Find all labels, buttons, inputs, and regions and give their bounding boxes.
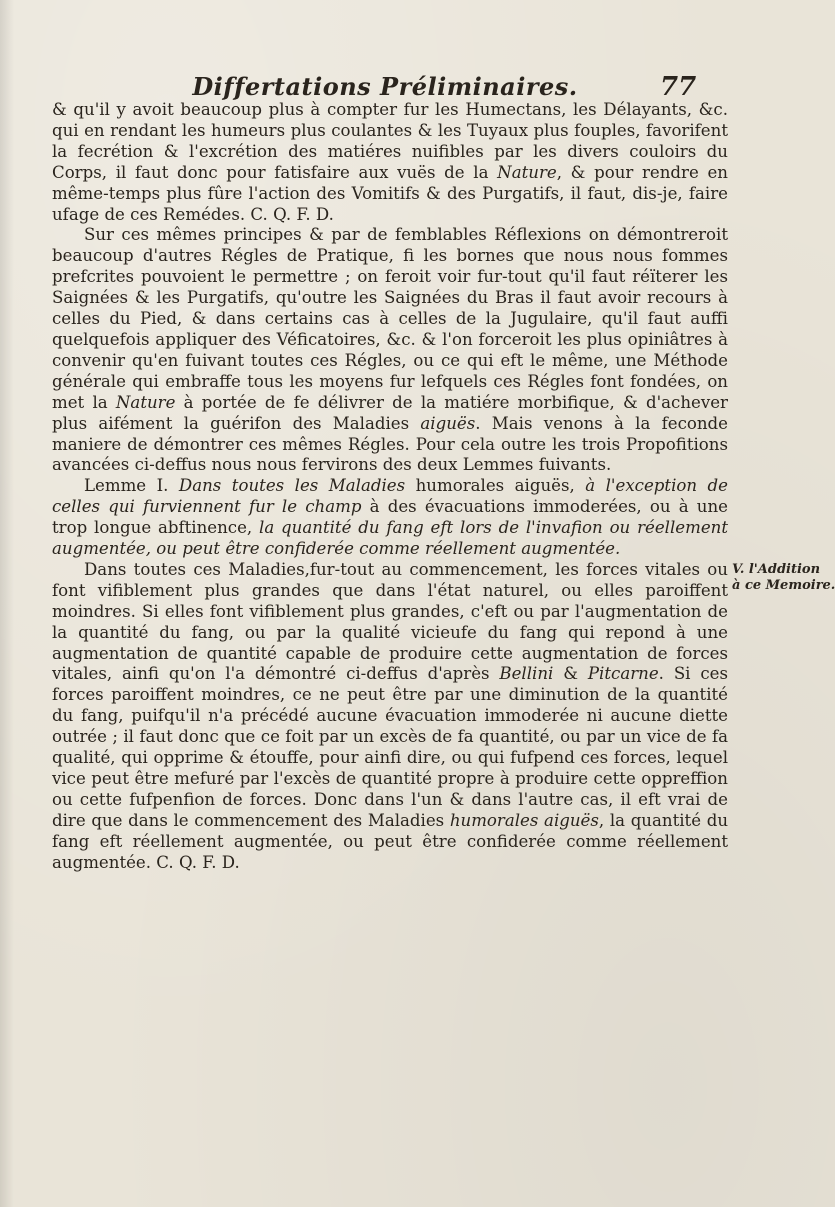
text-run: à portée de fe délivrer de la matiére morbifique, & d'achever plus aifément la guérifon des Maladies bbox=[52, 392, 728, 433]
italic-text-run: à l'exception de celles qui furviennent fur le champ bbox=[52, 476, 728, 517]
text-run: , la quantité du fang eft réellement augmentée, ou peut être confiderée comme réellement augmentée. C. Q. F. D. bbox=[52, 810, 729, 872]
margin-note-line: à ce Memoire. bbox=[732, 578, 835, 593]
italic-text-run: Pitcarne bbox=[587, 664, 659, 684]
text-run: & bbox=[553, 664, 588, 684]
italic-text-run: Nature bbox=[115, 392, 176, 412]
text-run: Lemme I. bbox=[84, 476, 179, 496]
italic-text-run: aiguës bbox=[420, 413, 476, 433]
text-run: à des évacuations immoderées, ou à une trop longue abftinence, bbox=[52, 497, 728, 538]
paragraph bbox=[52, 560, 728, 874]
text-run: Dans toutes ces Maladies,fur-tout au commencement, les forces vitales ou font vifiblement plus grandes que dans l'état naturel, ou elles paroiffent moindres. Si elles font vifiblement plus grandes, c'eft ou par l'augmentation de la quantité du fang, ou par la qualité vicieufe du fang qui repond à une augmentation de quantité capable de produire cette augmentation de forces vitales, ainfi qu'on l'a démontré ci-deffus d'après bbox=[52, 559, 728, 684]
paragraph bbox=[52, 100, 728, 225]
page-number: 77 bbox=[660, 72, 697, 102]
text-run: humorales aiguës, bbox=[405, 476, 586, 496]
text-run: . Si ces forces paroiffent moindres, ce ne peut être par une diminution de la quantité du fang, puifqu'il n'a précédé aucune évacuation immoderée ni aucune diette outrée ; il faut donc que ce foit par un excès de fa quantité, ou par un vice de fa qualité, qui opprime & étouffe, pour ainfi dire, ou qui fufpend ces forces, lequel vice peut être mefuré par l'excès de quantité propre à produire cette oppreffion ou cette fufpenfion de forces. Donc dans l'un & dans l'autre cas, il eft vrai de dire que dans le commencement des Maladies bbox=[52, 664, 728, 830]
text-run: , & pour rendre en même-temps plus fûre l'action des Vomitifs & des Purgatifs, il faut, dis-je, faire ufage de ces Remédes. C. Q. F. D. bbox=[52, 162, 728, 224]
margin-note bbox=[732, 562, 835, 594]
italic-text-run: Bellini bbox=[499, 664, 554, 684]
page-edge-shadow bbox=[0, 0, 14, 1207]
running-title: Differtations Préliminaires. bbox=[192, 72, 578, 101]
margin-note-line: V. l'Addition bbox=[732, 562, 821, 577]
italic-text-run: Nature bbox=[497, 162, 557, 182]
italic-text-run: la quantité du fang eft lors de l'invafion ou réellement augmentée, ou peut être confiderée comme réellement augmentée. bbox=[52, 518, 728, 559]
body-text bbox=[52, 100, 728, 874]
text-run: & qu'il y avoit beaucoup plus à compter fur les Humectans, les Délayants, &c. qui en rendant les humeurs plus coulantes & les Tuyaux plus fouples, favorifent la fecrétion & l'excrétion des matiéres nuifibles par les divers couloirs du Corps, il faut donc pour fatisfaire aux vuës de la bbox=[52, 100, 728, 182]
paragraph bbox=[52, 476, 728, 560]
text-run: Sur ces mêmes principes & par de femblables Réflexions on démontreroit beaucoup d'autres Régles de Pratique, fi les bornes que nous nous fommes prefcrites pouvoient le permettre ; on feroit voir fur-tout qu'il faut réïterer les Saignées & les Purgatifs, qu'outre les Saignées du Bras il faut avoir recours à celles du Pied, & dans certains cas à celles de la Jugulaire, qu'il faut auffi quelquefois appliquer des Véficatoires, &c. & l'on forceroit les plus opiniâtres à convenir qu'en fuivant toutes ces Régles, ou ce qui eft le même, une Méthode générale qui embraffe tous les moyens fur lefquels ces Régles font fondées, on met la bbox=[52, 225, 728, 412]
text-run: . Mais venons à la feconde maniere de démontrer ces mêmes Régles. Pour cela outre les trois Propofitions avancées ci-deffus nous nous fervirons des deux Lemmes fuivants. bbox=[52, 413, 728, 475]
italic-text-run: Dans toutes les Maladies bbox=[178, 476, 406, 496]
paragraph bbox=[52, 225, 728, 476]
italic-text-run: humorales aiguës bbox=[449, 810, 599, 830]
